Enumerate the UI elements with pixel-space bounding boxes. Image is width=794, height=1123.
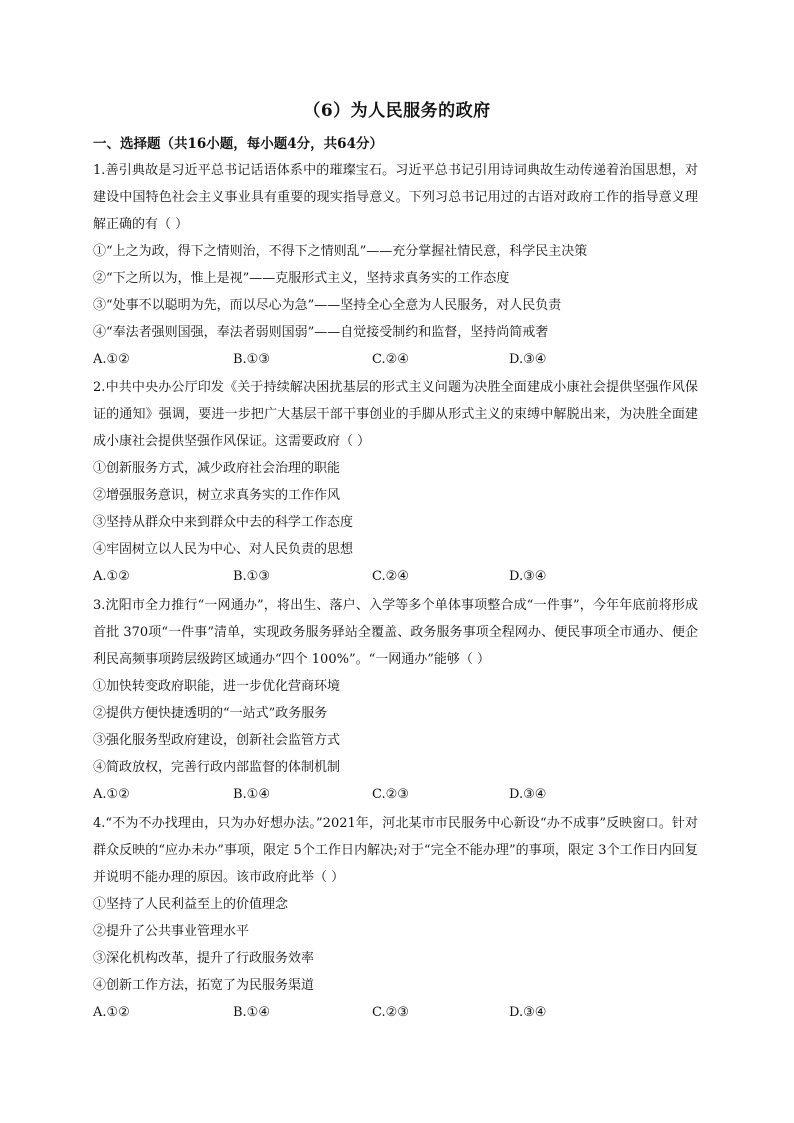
question-stem: 1.善引典故是习近平总书记话语体系中的璀璨宝石。习近平总书记引用诗词典故生动传递着治国思想，对建设中国特色社会主义事业具有重要的现实指导意义。下列习总书记用过的古语对政府工作的指导意义理解正确的有（ ） bbox=[93, 163, 698, 232]
statement-item: ②“下之所以为，惟上是视”——克服形式主义，坚持求真务实的工作态度 bbox=[93, 271, 510, 286]
option-c: C.②④ bbox=[372, 569, 409, 584]
question-stem: 4.“不为不办找理由，只为办好想办法。”2021年，河北某市市民服务中心新设“办不成事”反映窗口。针对群众反映的“应办未办”事项，限定 5个工作日内解决;对于“完全不能办理”的事项，限定 3个工作日内回复并说明不能办理的原因。该市政府此举（ ） bbox=[93, 816, 698, 885]
option-c: C.②④ bbox=[372, 352, 409, 367]
section-heading: 一、选择题（共16小题，每小题4分，共64分） bbox=[93, 136, 383, 152]
document-title: （6）为人民服务的政府 bbox=[303, 101, 491, 121]
statement-item: ②提升了公共事业管理水平 bbox=[93, 924, 250, 939]
option-b: B.①③ bbox=[233, 569, 270, 584]
question-2 bbox=[93, 374, 698, 590]
option-d: D.③④ bbox=[509, 352, 547, 367]
statement-item: ②提供方便快捷透明的“一站式”政务服务 bbox=[93, 706, 328, 721]
option-a: A.①② bbox=[93, 1005, 130, 1020]
question-3 bbox=[93, 592, 698, 808]
statement-item: ④简政放权，完善行政内部监督的体制机制 bbox=[93, 760, 341, 775]
statement-item: ③“处事不以聪明为先，而以尽心为急”——坚持全心全意为人民服务，对人民负责 bbox=[93, 298, 562, 313]
question-1 bbox=[93, 157, 698, 373]
statement-item: ①坚持了人民利益至上的价值理念 bbox=[93, 897, 289, 912]
statement-item: ②增强服务意识，树立求真务实的工作作风 bbox=[93, 488, 341, 503]
option-a: A.①② bbox=[93, 569, 130, 584]
option-d: D.③④ bbox=[509, 569, 547, 584]
statement-item: ④创新工作方法，拓宽了为民服务渠道 bbox=[93, 978, 315, 993]
option-c: C.②③ bbox=[372, 1005, 409, 1020]
option-b: B.①④ bbox=[233, 1005, 270, 1020]
statement-item: ④“奉法者强则国强，奉法者弱则国弱”——自觉接受制约和监督，坚持尚简戒奢 bbox=[93, 325, 549, 340]
question-stem: 3.沈阳市全力推行“一网通办”，将出生、落户、入学等多个单体事项整合成“一件事”，今年年底前将形成首批 370项“一件事”清单，实现政务服务驿站全覆盖、政务服务事项全程网办、便民事项全市通办、便企利民高频事项跨层级跨区域通办“四个 100%”。“一网通办”能够（ ） bbox=[93, 598, 698, 667]
option-b: B.①④ bbox=[233, 787, 270, 802]
answer-options bbox=[93, 346, 698, 373]
statement-item: ④牢固树立以人民为中心、对人民负责的思想 bbox=[93, 542, 354, 557]
option-a: A.①② bbox=[93, 787, 130, 802]
option-b: B.①③ bbox=[233, 352, 270, 367]
answer-options bbox=[93, 781, 698, 808]
option-a: A.①② bbox=[93, 352, 130, 367]
statement-item: ①创新服务方式，减少政府社会治理的职能 bbox=[93, 461, 341, 476]
statement-item: ③强化服务型政府建设，创新社会监管方式 bbox=[93, 733, 341, 748]
question-4 bbox=[93, 810, 698, 1026]
option-d: D.③④ bbox=[509, 1005, 547, 1020]
option-d: D.③④ bbox=[509, 787, 547, 802]
statement-item: ③深化机构改革，提升了行政服务效率 bbox=[93, 951, 315, 966]
answer-options bbox=[93, 563, 698, 590]
statement-item: ①“上之为政，得下之情则治，不得下之情则乱”——充分掌握社情民意，科学民主决策 bbox=[93, 244, 588, 259]
answer-options bbox=[93, 999, 698, 1026]
option-c: C.②③ bbox=[372, 787, 409, 802]
statement-item: ③坚持从群众中来到群众中去的科学工作态度 bbox=[93, 515, 354, 530]
question-stem: 2.中共中央办公厅印发《关于持续解决困扰基层的形式主义问题为决胜全面建成小康社会提供坚强作风保证的通知》强调，要进一步把广大基层干部干事创业的手脚从形式主义的束缚中解脱出来，为决胜全面建成小康社会提供坚强作风保证。这需要政府（ ） bbox=[93, 380, 698, 449]
statement-item: ①加快转变政府职能，进一步优化营商环境 bbox=[93, 679, 341, 694]
